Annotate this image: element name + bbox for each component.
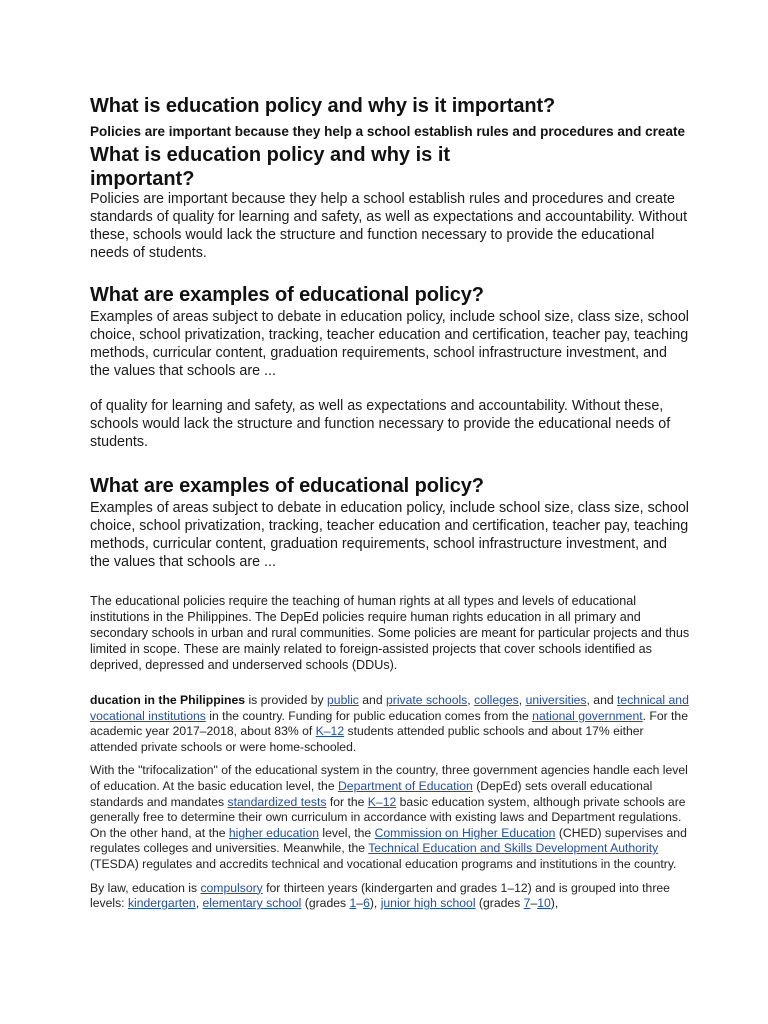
text: . For the academic year 2017–2018, about 83% of — [90, 708, 688, 739]
link-grade-7[interactable]: 7 — [523, 896, 531, 911]
text: (CHED) supervises and regulates colleges and universities. Meanwhile, the — [90, 825, 687, 856]
text: – — [356, 896, 364, 911]
text: level, the — [319, 825, 375, 840]
link-ched[interactable]: Commission on Higher Education — [374, 825, 556, 840]
wiki-paragraph-2 — [90, 763, 690, 872]
heading-examples-2: What are examples of educational policy? — [90, 475, 484, 497]
text: With the "trifocalization" of the educational system in the country, three government agencies handle each level of education. At the basic education level, the — [90, 763, 688, 793]
link-grade-1[interactable]: 1 — [349, 896, 357, 911]
text: (TESDA) regulates and accredits technical and vocational education programs and institutions in the country. — [90, 856, 677, 871]
text: students attended public schools and about 17% either attended private schools or were home-schooled. — [90, 724, 644, 754]
wiki-paragraph-1 — [90, 693, 690, 755]
link-tesda[interactable]: Technical Education and Skills Development Authority — [368, 841, 659, 856]
text: (grades — [475, 896, 524, 911]
heading-education-policy: What is education policy and why is it important? — [90, 95, 556, 117]
examples-paragraph-1: Examples of areas subject to debate in education policy, include school size, class size, school choice, school privatization, tracking, teacher education and certification, teacher pay, teaching methods, curricular content, graduation requirements, school infrastructure investment, and the values that schools are ... — [90, 309, 689, 379]
text: and — [358, 693, 386, 707]
heading-examples-1: What are examples of educational policy? — [90, 284, 484, 306]
lead-bold-text: Policies are important because they help a school establish rules and procedures and create — [90, 124, 685, 139]
link-k12[interactable]: K–12 — [367, 794, 397, 809]
text: in the country. Funding for public education comes from the — [205, 708, 533, 723]
link-grade-6[interactable]: 6 — [363, 896, 370, 911]
text: By law, education is — [90, 880, 201, 895]
text: is provided by — [245, 693, 328, 707]
text: basic education system, although private schools are generally free to determine their own curriculum in accordance with existing laws and Department regulations. On the other hand, at the — [90, 794, 686, 840]
text: , — [195, 896, 203, 911]
deped-policy-paragraph: The educational policies require the teaching of human rights at all types and levels of educational institutions in the Philippines. The DepEd policies require human rights education in all primary and secondary schools in urban and rural communities. Some policies are meant for particular projects and thus limited in scope. These are mainly related to foreign-assisted projects that cover schools identified as deprived, depressed and underserved schools (DDUs). — [90, 594, 690, 672]
link-universities[interactable]: universities — [525, 693, 587, 707]
link-technical-vocational-institutions[interactable]: technical and vocational institutions — [90, 693, 689, 723]
link-junior-high-school[interactable]: junior high school — [380, 896, 476, 911]
text: , — [467, 693, 475, 707]
fragment-paragraph: of quality for learning and safety, as well as expectations and accountability. Without these, schools would lack the structure and function necessary to provide the educational needs of students. — [90, 398, 671, 450]
link-private-schools[interactable]: private schools — [385, 693, 468, 707]
link-national-government[interactable]: national government — [532, 708, 643, 723]
link-department-of-education[interactable]: Department of Education — [337, 778, 473, 793]
link-elementary-school[interactable]: elementary school — [202, 896, 302, 911]
text: for thirteen years (kindergarten and grades 1–12) and is grouped into three levels: — [90, 880, 670, 911]
wiki-bold-lead: ducation in the Philippines — [90, 693, 246, 707]
text: , and — [586, 693, 618, 707]
link-colleges[interactable]: colleges — [474, 693, 519, 707]
link-public[interactable]: public — [327, 693, 359, 707]
text: ), — [369, 896, 381, 911]
wiki-paragraph-3 — [90, 881, 690, 912]
text: for the — [326, 794, 368, 809]
text: – — [530, 896, 538, 911]
link-standardized-tests[interactable]: standardized tests — [227, 794, 327, 809]
link-k12[interactable]: K–12 — [315, 724, 345, 739]
inline-heading-b: important? — [90, 168, 195, 190]
document-body — [90, 93, 690, 912]
lead-paragraph — [90, 122, 690, 190]
text: ), — [550, 896, 559, 911]
text: (grades — [301, 896, 350, 911]
examples-paragraph-2: Examples of areas subject to debate in education policy, include school size, class size, school choice, school privatization, tracking, teacher education and certification, teacher pay, teaching methods, curricular content, graduation requirements, school infrastructure investment, and the values that schools are ... — [90, 500, 689, 570]
link-higher-education[interactable]: higher education — [228, 825, 320, 840]
link-grade-10[interactable]: 10 — [537, 896, 551, 911]
link-kindergarten[interactable]: kindergarten — [127, 896, 196, 911]
text: , — [518, 693, 526, 707]
policy-importance-paragraph: Policies are important because they help a school establish rules and procedures and create standards of quality for learning and safety, as well as expectations and accountability. Without these, schools would lack the structure and function necessary to provide the educational needs of students. — [90, 191, 688, 261]
link-compulsory[interactable]: compulsory — [200, 880, 263, 895]
inline-heading-a: What is education policy and why is it — [90, 144, 451, 166]
text: (DepEd) sets overall educational standards and mandates — [90, 778, 653, 809]
